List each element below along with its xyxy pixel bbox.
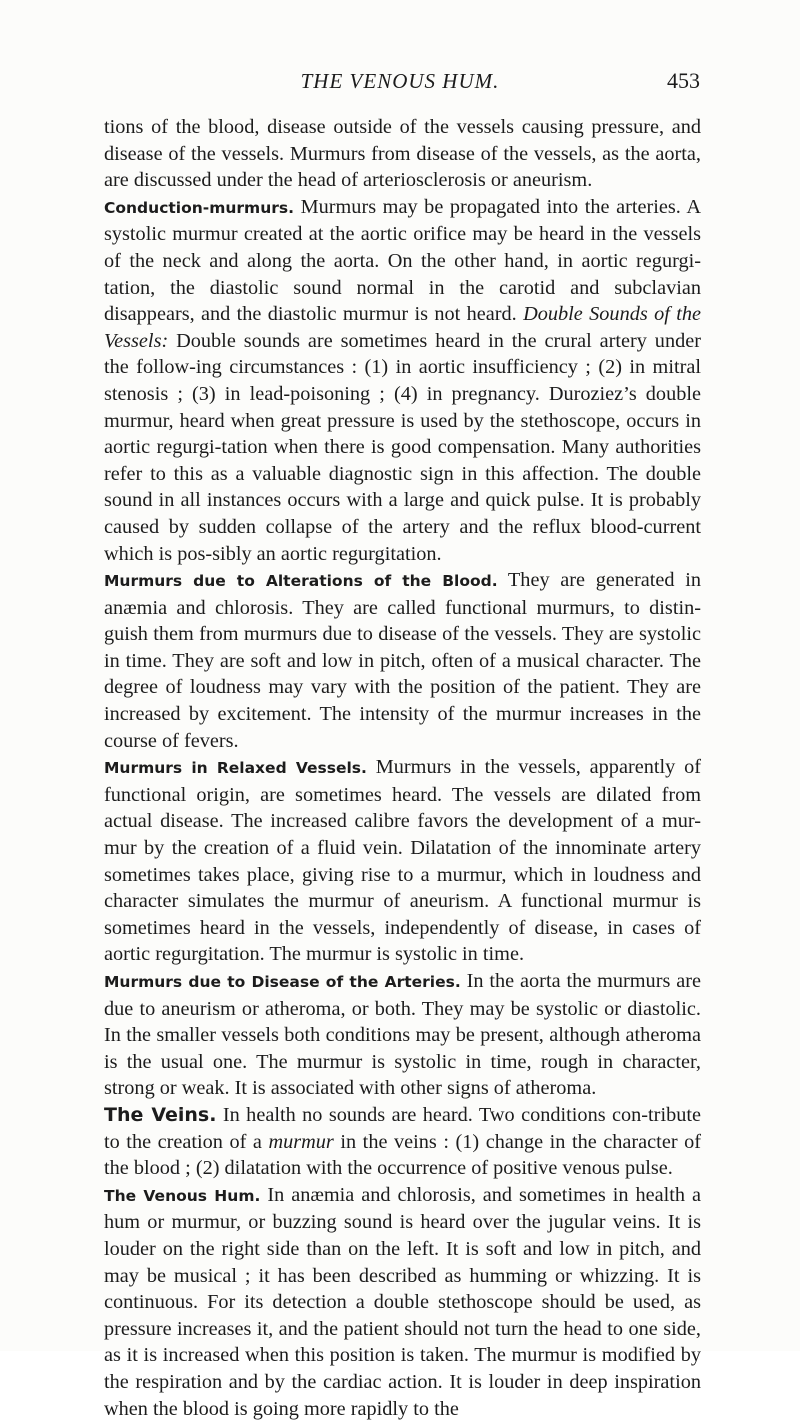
body-text (104, 114, 701, 1422)
running-head (100, 66, 700, 96)
section-heading: The Veins. (104, 1103, 217, 1126)
paragraph-text: Murmurs in the vessels, apparently of functional origin, are sometimes heard. The vessels are dilated from actual disease. The increased calibre favors the development of a mur-mur by the creation of a fluid vein. Dilatation of the innominate artery sometimes takes place, giving rise to a murmur, which in loudness and character simulates the murmur of aneurism. A functional murmur is sometimes heard in the vessels, independently of disease, in cases of aortic regurgitation. The murmur is systolic in time. (104, 756, 701, 966)
paragraph-heading: The Venous Hum. (104, 1186, 261, 1205)
paragraph-heading: Conduction-murmurs. (104, 198, 294, 217)
paragraph-continuation (104, 114, 701, 194)
paragraph-text: They are generated in anæmia and chlorosis. They are called functional murmurs, to distin-guish them from murmurs due to disease of the vessels. They are systolic in time. They are soft and low in pitch, often of a musical character. The degree of loudness may vary with the position of the patient. They are increased by excitement. The intensity of the murmur increases in the course of fevers. (104, 569, 701, 752)
paragraph-conduction-murmurs (104, 194, 701, 567)
paragraph-text: In health no sounds are heard. Two conditions con-tribute to the creation of a (104, 1103, 701, 1153)
paragraph-text: Murmurs may be propagated into the arteries. A systolic murmur created at the aortic orifice may be heard in the vessels of the neck and along the aorta. On the other hand, in aortic regurgi-tation, the diastolic sound normal in the carotid and subclavian disappears, and the diastolic murmur is not heard. (104, 195, 701, 326)
paragraph-heading: Murmurs in Relaxed Vessels. (104, 759, 367, 778)
paragraph-arteries-disease (104, 968, 701, 1102)
paragraph-blood-alterations (104, 567, 701, 754)
paragraph-heading: Murmurs due to Disease of the Arteries. (104, 973, 461, 991)
paragraph-text: in the veins : (1) change in the character of the blood ; (2) dilatation with the occurrence of positive venous pulse. (104, 1130, 702, 1180)
paragraph-veins (104, 1102, 701, 1182)
running-title: THE VENOUS HUM. (300, 69, 500, 93)
paragraph-venous-hum (104, 1182, 701, 1422)
paragraph-relaxed-vessels (104, 754, 701, 968)
italic-subheading: Double Sounds of the Vessels: (104, 303, 701, 352)
italic-term: murmur (268, 1130, 334, 1153)
paragraph-text: In anæmia and chlorosis, and sometimes in health a hum or murmur, or buzzing sound is heard over the jugular veins. It is louder on the right side than on the left. It is soft and low in pitch, and may be musical ; it has been described as humming or whizzing. It is continuous. For its detection a double stethoscope should be used, as pressure increases it, and the patient should not turn the head to one side, as it is increased when this position is taken. The murmur is modified by the respiration and by the cardiac action. It is louder in deep inspiration when the blood is going more rapidly to the (104, 1183, 701, 1420)
paragraph-text: Double sounds are sometimes heard in the crural artery under the follow-ing circumstances : (1) in aortic insufficiency ; (2) in mitral stenosis ; (3) in lead-poisoning ; (4) in pregnancy. Duroziez’s double murmur, heard when great pressure is used by the stethoscope, occurs in aortic regurgi-tation when there is good compensation. Many authorities refer to this as a valuable diagnostic sign in this affection. The double sound in all instances occurs with a large and quick pulse. It is probably caused by sudden collapse of the artery and the reflux blood-current which is pos-sibly an aortic regurgitation. (104, 329, 701, 565)
paragraph-text: In the aorta the murmurs are due to aneurism or atheroma, or both. They may be systolic or diastolic. In the smaller vessels both conditions may be present, although atheroma is the usual one. The murmur is systolic in time, rough in character, strong or weak. It is associated with other signs of atheroma. (104, 970, 701, 1100)
paragraph-heading: Murmurs due to Alterations of the Blood. (104, 572, 498, 591)
paragraph-text: tions of the blood, disease outside of the vessels causing pressure, and disease of the vessels. Murmurs from disease of the vessels, as the aorta, are discussed under the head of arteriosclerosis or aneurism. (104, 116, 701, 192)
page-number: 453 (667, 68, 700, 93)
